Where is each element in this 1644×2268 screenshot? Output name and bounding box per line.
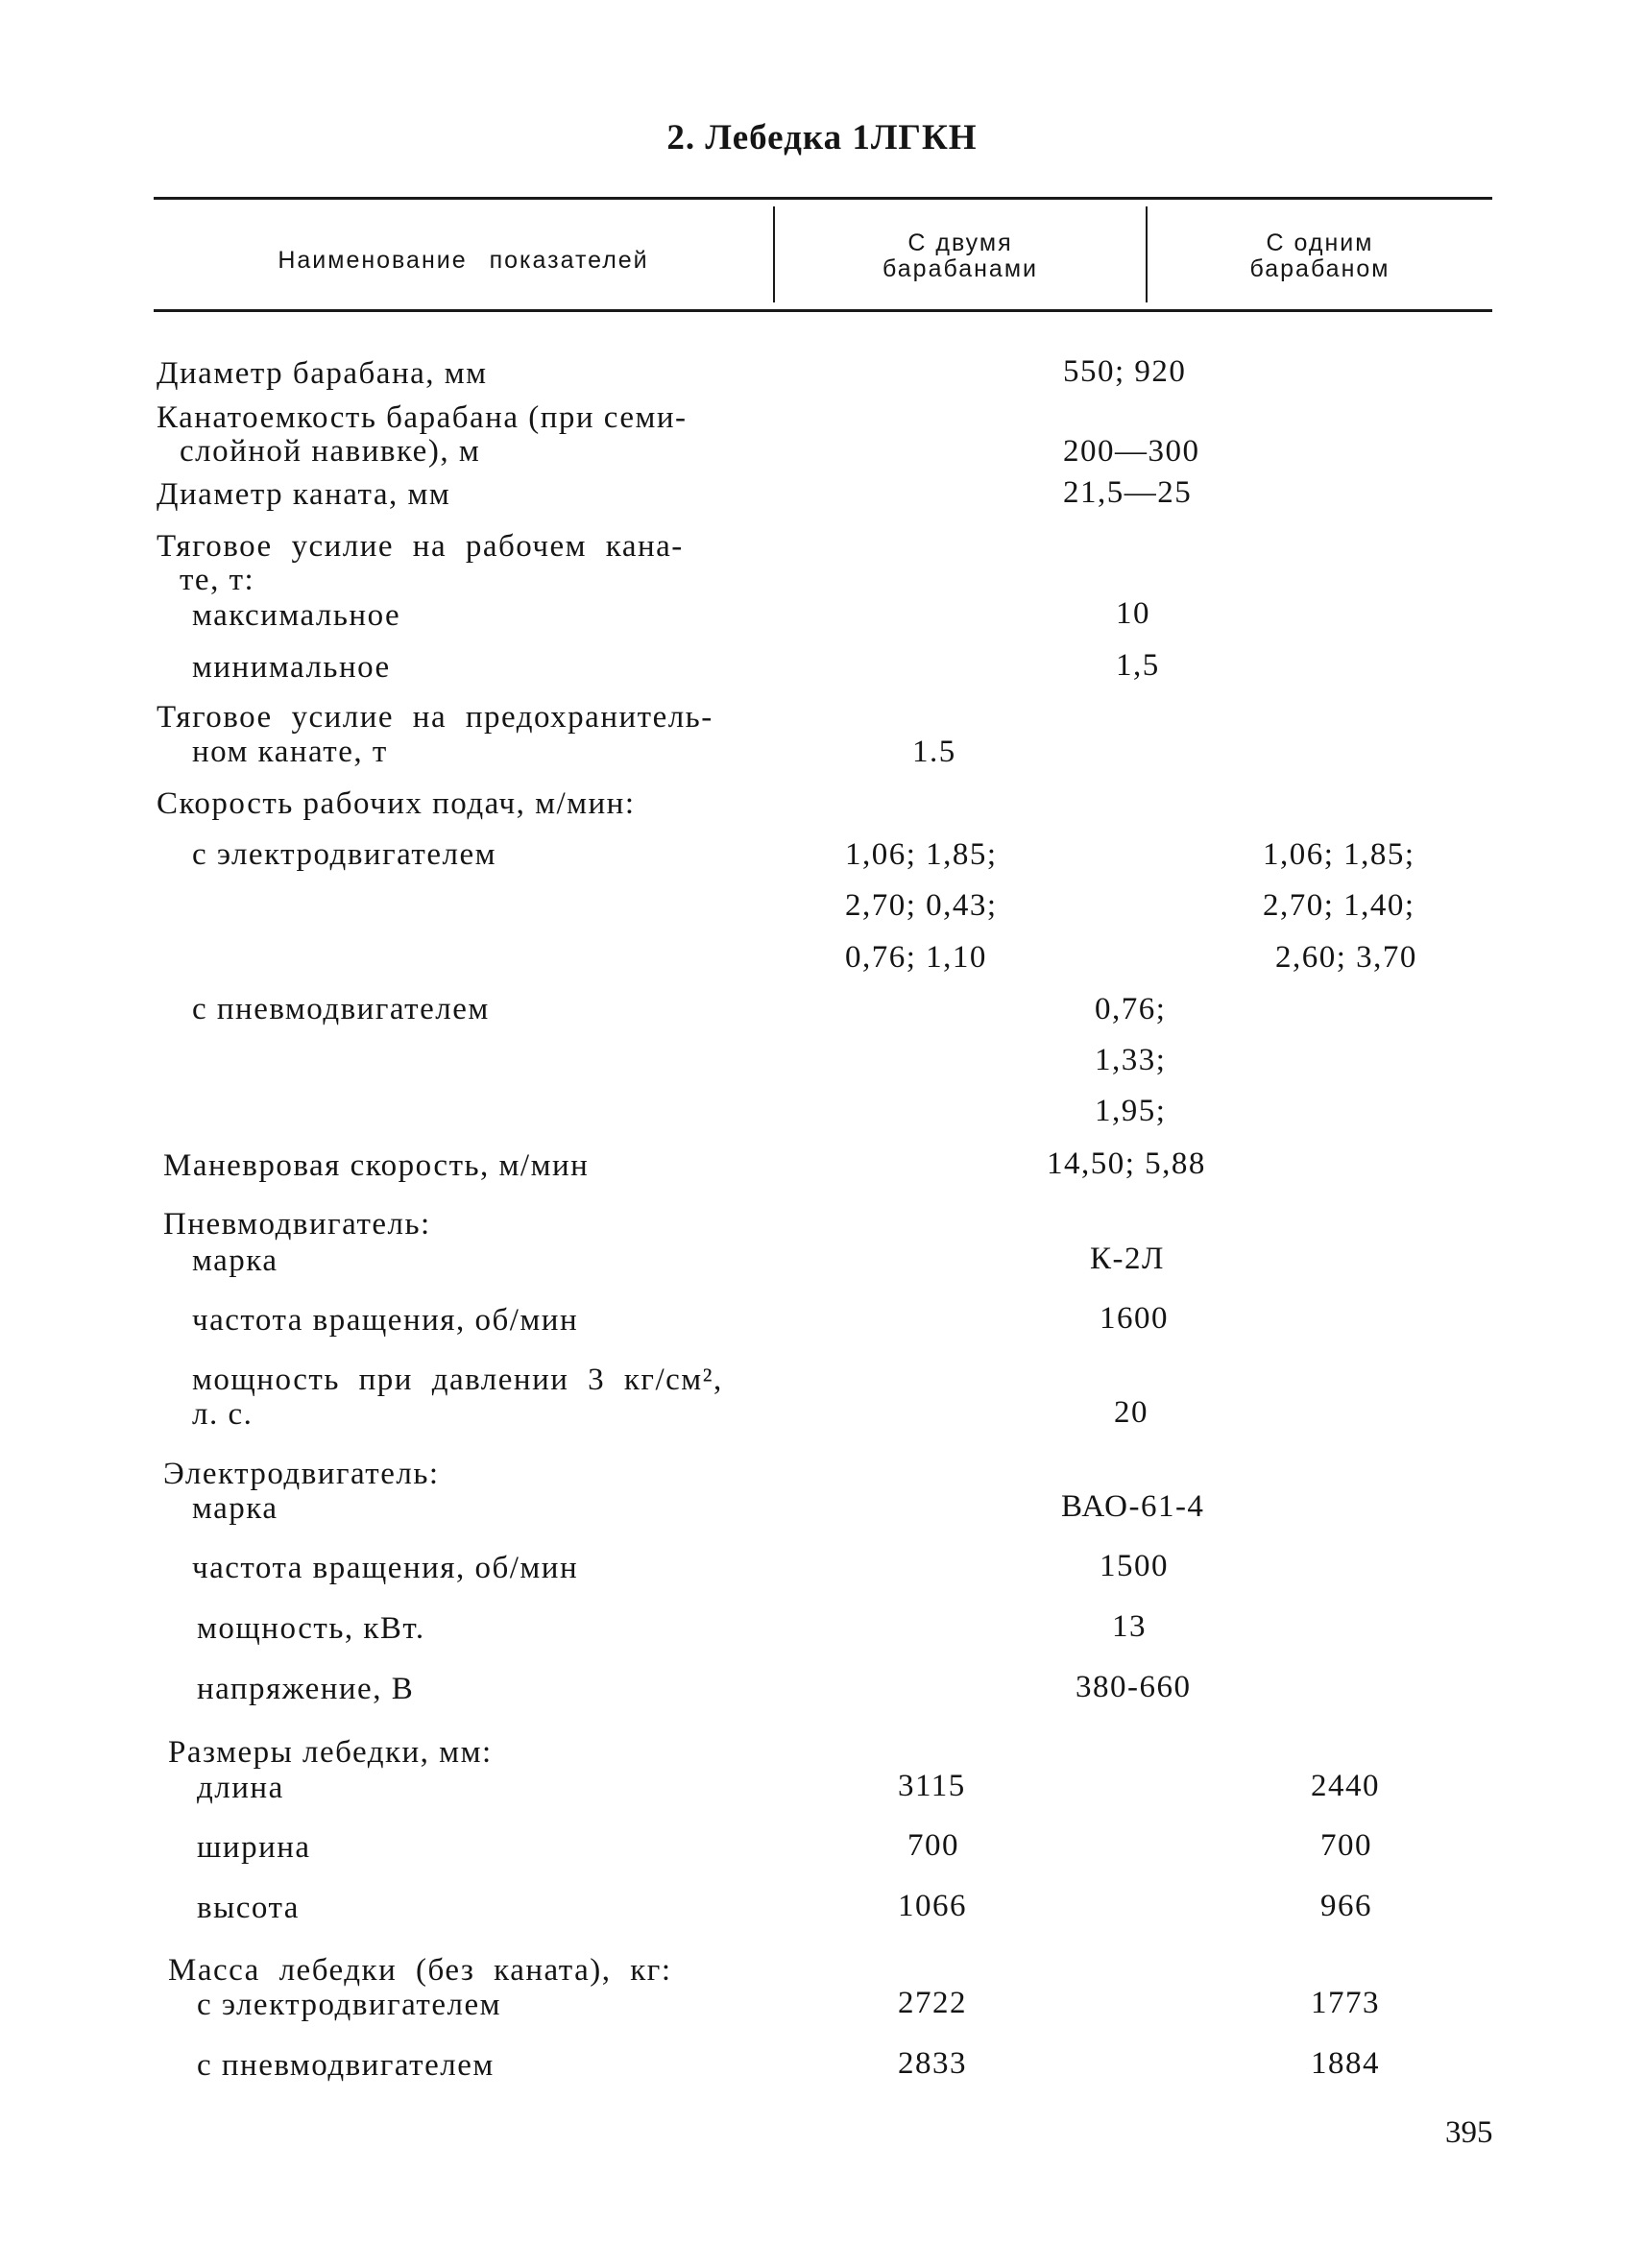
row-feed-speed-label: Скорость рабочих подач, м/мин: [157, 786, 636, 821]
row-pneumo-power-label-1: мощность при давлении 3 кг/см², [192, 1363, 723, 1397]
row-pull-working-label-1: Тяговое усилие на рабочем кана- [157, 529, 684, 564]
row-electro-voltage-label: напряжение, В [197, 1672, 415, 1706]
table-top-rule [154, 197, 1492, 200]
row-electro-power-label: мощность, кВт. [197, 1611, 425, 1646]
row-pull-safety-label-2: ном канате, т [192, 735, 388, 769]
row-dims-height-label: высота [197, 1891, 300, 1925]
row-pull-min-value: 1,5 [1116, 648, 1160, 683]
row-capacity-label-1: Канатоемкость барабана (при семи- [157, 400, 688, 435]
row-maneuver-speed-label: Маневровая скорость, м/мин [163, 1148, 590, 1183]
row-rope-diameter-value: 21,5—25 [1063, 475, 1193, 510]
row-mass-label: Масса лебедки (без каната), кг: [168, 1953, 672, 1988]
row-rope-diameter-label: Диаметр каната, мм [157, 477, 451, 512]
row-electro-power-value: 13 [1112, 1609, 1147, 1644]
row-pull-max-label: максимальное [192, 598, 401, 633]
row-mass-electric-col2: 1773 [1311, 1986, 1380, 2020]
row-feed-electric-col2-3: 2,60; 3,70 [1275, 940, 1417, 975]
table-header-rule [154, 309, 1492, 312]
row-mass-electric-col1: 2722 [898, 1986, 967, 2020]
row-feed-pneumatic-value-2: 1,33; [1095, 1043, 1167, 1077]
row-pull-safety-label-1: Тяговое усилие на предохранитель- [157, 700, 713, 735]
row-dims-width-label: ширина [197, 1830, 311, 1865]
header-one-drum [1148, 230, 1492, 282]
row-electro-brand-label: марка [192, 1491, 278, 1526]
row-pull-max-value: 10 [1116, 596, 1150, 631]
page-title: 2. Лебедка 1ЛГКН [666, 118, 978, 157]
row-feed-electric-col1-1: 1,06; 1,85; [845, 837, 998, 872]
row-feed-pneumatic-label: с пневмодвигателем [192, 992, 490, 1026]
row-pull-safety-value: 1.5 [912, 735, 956, 769]
row-electro-motor-label: Электродвигатель: [163, 1457, 440, 1491]
row-maneuver-speed-value: 14,50; 5,88 [1047, 1146, 1206, 1181]
row-electro-brand-value: ВАО-61-4 [1061, 1489, 1205, 1524]
row-dims-width-col2: 700 [1320, 1828, 1372, 1863]
row-drum-diameter-label: Диаметр барабана, мм [157, 356, 488, 391]
page-number: 395 [1445, 2115, 1493, 2150]
row-capacity-value: 200—300 [1063, 434, 1200, 469]
row-drum-diameter-value: 550; 920 [1063, 354, 1187, 389]
row-mass-electric-label: с электродвигателем [197, 1988, 501, 2022]
row-electro-rpm-value: 1500 [1100, 1549, 1169, 1583]
row-electro-voltage-value: 380-660 [1076, 1670, 1192, 1704]
row-pneumo-motor-label: Пневмодвигатель: [163, 1207, 431, 1242]
row-pull-min-label: минимальное [192, 650, 391, 685]
header-two-drums-line1: С двумя [907, 229, 1013, 256]
row-pneumo-power-label-2: л. с. [192, 1397, 254, 1432]
row-pull-working-label-2: те, т: [180, 563, 255, 597]
row-pneumo-brand-value: К-2Л [1090, 1242, 1165, 1276]
row-pneumo-rpm-value: 1600 [1100, 1301, 1169, 1336]
row-mass-pneumatic-label: с пневмодвигателем [197, 2048, 495, 2083]
header-one-drum-line1: С одним [1266, 229, 1374, 256]
row-dims-length-col2: 2440 [1311, 1769, 1380, 1803]
header-one-drum-line2: барабаном [1249, 255, 1390, 282]
row-mass-pneumatic-col2: 1884 [1311, 2046, 1380, 2081]
row-feed-pneumatic-value-1: 0,76; [1095, 992, 1167, 1026]
row-capacity-label-2: слойной навивке), м [180, 434, 481, 469]
row-dims-height-col2: 966 [1320, 1889, 1372, 1923]
row-pneumo-brand-label: марка [192, 1243, 278, 1278]
row-feed-electric-col1-3: 0,76; 1,10 [845, 940, 987, 975]
header-two-drums [775, 230, 1146, 282]
row-feed-electric-col2-1: 1,06; 1,85; [1263, 837, 1415, 872]
row-feed-electric-label: с электродвигателем [192, 837, 496, 872]
header-name: Наименование показателей [278, 247, 649, 274]
row-dims-length-label: длина [197, 1771, 284, 1805]
row-dims-label: Размеры лебедки, мм: [168, 1735, 493, 1770]
row-feed-electric-col2-2: 2,70; 1,40; [1263, 888, 1415, 923]
header-two-drums-line2: барабанами [882, 255, 1038, 282]
row-electro-rpm-label: частота вращения, об/мин [192, 1551, 579, 1585]
row-feed-pneumatic-value-3: 1,95; [1095, 1094, 1167, 1128]
row-mass-pneumatic-col1: 2833 [898, 2046, 967, 2081]
row-pneumo-rpm-label: частота вращения, об/мин [192, 1303, 579, 1338]
row-dims-length-col1: 3115 [898, 1769, 966, 1803]
row-dims-height-col1: 1066 [898, 1889, 967, 1923]
row-dims-width-col1: 700 [907, 1828, 959, 1863]
row-pneumo-power-value: 20 [1114, 1395, 1148, 1430]
row-feed-electric-col1-2: 2,70; 0,43; [845, 888, 998, 923]
